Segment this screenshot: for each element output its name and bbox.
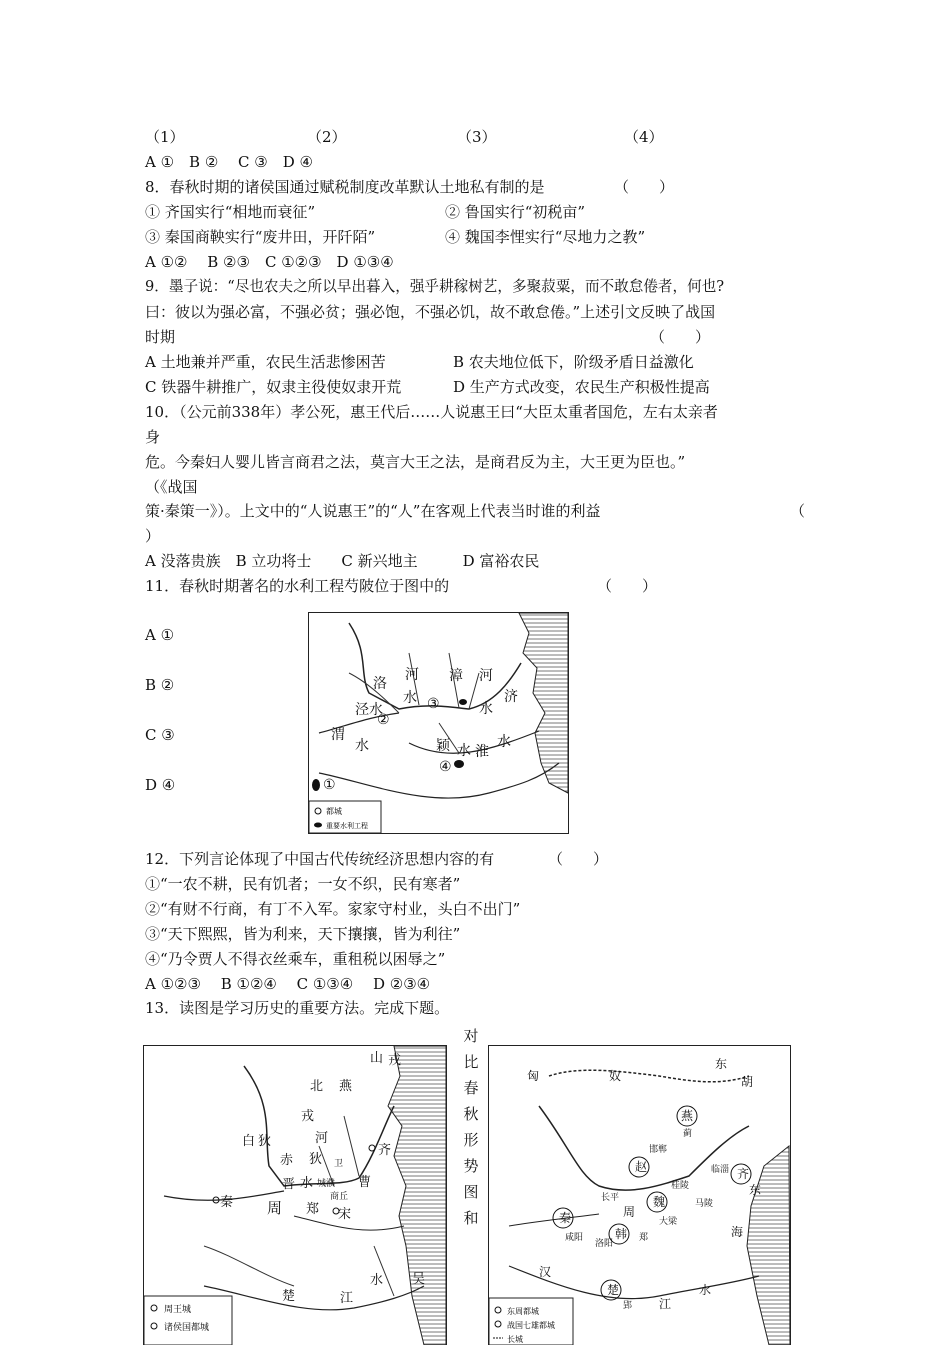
vertical-char: 图 bbox=[463, 1183, 479, 1201]
q8-item-2: ② 鲁国实行“初税亩” bbox=[445, 203, 586, 221]
map3-label: 楚 bbox=[607, 1283, 620, 1297]
map1-label: 水 bbox=[355, 738, 369, 754]
marker-4: ④ bbox=[439, 759, 452, 775]
q13-vertical-text bbox=[462, 1023, 480, 1231]
q12-answer-paren: （ ） bbox=[548, 850, 609, 868]
q12-item-1: ①“一农不耕，民有饥者；一女不织，民有寒者” bbox=[145, 875, 461, 893]
q11-map-graphic bbox=[309, 613, 568, 833]
map2-label: 山 bbox=[370, 1051, 384, 1066]
q11-option-c: C ③ bbox=[145, 726, 175, 744]
q13-stem: 13．读图是学习历史的重要方法。完成下题。 bbox=[145, 999, 450, 1017]
map2-label: 郑 bbox=[306, 1202, 320, 1217]
q8-options: A ①② B ②③ C ①②③ D ①③④ bbox=[145, 253, 394, 271]
q11-answer-paren: （ ） bbox=[597, 577, 658, 595]
legend-seven-states-capital: 战国七雄都城 bbox=[507, 1321, 555, 1330]
q9-line-3: 时期 bbox=[145, 328, 176, 346]
map2-label: 赤 bbox=[280, 1153, 294, 1168]
map2-label: 齐 bbox=[378, 1143, 392, 1158]
vertical-char: 对 bbox=[463, 1027, 479, 1045]
map3-label: 蓟 bbox=[683, 1129, 693, 1139]
map1-label: 济 bbox=[504, 689, 518, 705]
sea-area bbox=[519, 613, 568, 793]
q12-options: A ①②③ B ①②④ C ①③④ D ②③④ bbox=[145, 975, 431, 993]
map3-label: 东 bbox=[749, 1183, 762, 1197]
q9-option-d: D 生产方式改变，农民生产积极性提高 bbox=[453, 378, 710, 396]
legend-vassal-capital: 诸侯国都城 bbox=[164, 1323, 210, 1333]
warring-states-map-graphic bbox=[489, 1046, 790, 1345]
map1-label: 泾 bbox=[355, 702, 369, 718]
map3-label: 韩 bbox=[615, 1227, 628, 1241]
map3-label: 马陵 bbox=[695, 1199, 714, 1209]
map2-label: 水 bbox=[370, 1273, 384, 1288]
q10-line-1: 10．（公元前338年）孝公死，惠王代后……人说惠王曰“大臣太重者国危，左右太亲者 bbox=[145, 403, 718, 421]
legend-box bbox=[144, 1296, 232, 1345]
q12-item-3: ③“天下熙熙，皆为利来，天下攘攘，皆为利往” bbox=[145, 925, 461, 943]
map1-label: 水 bbox=[369, 702, 383, 718]
map3-label: 匈 bbox=[527, 1069, 540, 1083]
wei-river bbox=[509, 1214, 599, 1226]
map2-label: 河 bbox=[315, 1131, 329, 1146]
irrigation-site bbox=[459, 699, 467, 705]
map2-label: 戎 bbox=[388, 1053, 402, 1068]
map2-label: 城濮 bbox=[317, 1179, 336, 1189]
irrigation-site bbox=[312, 779, 320, 791]
q7-label-3: （3） bbox=[457, 128, 497, 146]
map2-label: 江 bbox=[340, 1291, 354, 1306]
sea-area bbox=[388, 1046, 446, 1345]
huai-river bbox=[409, 731, 539, 753]
map1-label: 河 bbox=[405, 667, 419, 683]
map3-label: 胡 bbox=[741, 1075, 754, 1089]
map3-label: 江 bbox=[659, 1297, 672, 1311]
q10-line-4: （《战国 bbox=[145, 478, 198, 496]
q9-option-c: C 铁器牛耕推广，奴隶主役使奴隶开荒 bbox=[145, 378, 402, 396]
map3-label: 郢 bbox=[623, 1301, 633, 1311]
vertical-char: 和 bbox=[463, 1209, 479, 1227]
map3-label: 水 bbox=[699, 1283, 712, 1297]
q10-paren-close: ） bbox=[145, 527, 161, 545]
map3-label: 郑 bbox=[639, 1233, 649, 1243]
q10-paren-open: （ bbox=[790, 502, 806, 520]
map2-label: 狄 bbox=[309, 1152, 323, 1167]
map2-label: 周 bbox=[267, 1199, 283, 1217]
map3-label: 临淄 bbox=[711, 1165, 730, 1175]
map1-label: 水 bbox=[457, 743, 471, 759]
map2-label: 狄 bbox=[258, 1134, 272, 1149]
q9-line-1: 9．墨子说：“尽也农夫之所以早出暮入，强乎耕稼树艺，多聚菽粟，而不敢怠倦者，何也? bbox=[145, 278, 725, 295]
map2-label: 戎 bbox=[301, 1109, 315, 1124]
q12-item-4: ④“乃令贾人不得衣丝乘车，重租税以困辱之” bbox=[145, 950, 446, 968]
legend-royal-city: 周王城 bbox=[164, 1305, 192, 1315]
spring-autumn-map-graphic bbox=[144, 1046, 446, 1345]
great-wall bbox=[549, 1070, 749, 1082]
map2-label: 商丘 bbox=[330, 1192, 349, 1202]
q8-item-4: ④ 魏国李悝实行“尽地力之教” bbox=[445, 228, 646, 246]
yellow-river bbox=[539, 1106, 749, 1190]
q11-option-b: B ② bbox=[145, 676, 175, 694]
q11-map bbox=[308, 612, 569, 834]
map3-label: 汉 bbox=[539, 1265, 552, 1279]
marker-2: ② bbox=[377, 712, 390, 728]
marker-1: ① bbox=[323, 777, 336, 793]
map1-label: 水 bbox=[479, 701, 493, 717]
map3-label: 大梁 bbox=[659, 1217, 678, 1227]
map3-label: 周 bbox=[623, 1205, 636, 1219]
q9-option-a: A 土地兼并严重，农民生活悲惨困苦 bbox=[145, 353, 386, 371]
map1-label: 水 bbox=[403, 690, 417, 706]
map2-label: 燕 bbox=[339, 1079, 353, 1094]
legend-eastern-zhou-capital: 东周都城 bbox=[507, 1307, 539, 1316]
map2-label: 曹 bbox=[358, 1175, 372, 1190]
q10-line-2: 身 bbox=[145, 428, 161, 446]
legend-capital: 都城 bbox=[326, 807, 342, 816]
map3-label: 赵 bbox=[635, 1160, 648, 1174]
map2-label: 水 bbox=[300, 1176, 314, 1191]
map2-label: 北 bbox=[310, 1079, 324, 1094]
q9-option-b: B 农夫地位低下，阶级矛盾日益激化 bbox=[453, 353, 694, 371]
q8-stem: 8．春秋时期的诸侯国通过赋税制度改革默认土地私有制的是 bbox=[145, 178, 545, 196]
map2-label: 楚 bbox=[282, 1289, 296, 1304]
vertical-char: 形 bbox=[463, 1131, 479, 1149]
map3-label: 东 bbox=[715, 1057, 728, 1071]
warring-states-map bbox=[488, 1045, 791, 1345]
map3-label: 魏 bbox=[653, 1195, 666, 1209]
q11-option-a: A ① bbox=[145, 626, 175, 644]
map1-label: 水 bbox=[497, 734, 511, 750]
q11-option-d: D ④ bbox=[145, 776, 176, 794]
map2-label: 卫 bbox=[334, 1159, 344, 1169]
q7-options: A ① B ② C ③ D ④ bbox=[145, 153, 313, 171]
q11-stem: 11．春秋时期著名的水利工程芍陂位于图中的 bbox=[145, 577, 450, 595]
vertical-char: 春 bbox=[463, 1079, 479, 1097]
map2-label: 宋 bbox=[338, 1207, 352, 1222]
vertical-char: 势 bbox=[463, 1157, 479, 1175]
q8-answer-paren: （ ） bbox=[614, 178, 675, 196]
vertical-char: 秋 bbox=[463, 1105, 479, 1123]
q9-answer-paren: （ ） bbox=[650, 328, 711, 346]
q7-label-4: （4） bbox=[624, 128, 664, 146]
map2-label: 秦 bbox=[220, 1195, 234, 1210]
marker-3: ③ bbox=[427, 696, 440, 712]
map2-label: 吴 bbox=[412, 1272, 426, 1287]
vertical-char: 比 bbox=[463, 1053, 479, 1071]
spring-autumn-map bbox=[143, 1045, 447, 1345]
map1-label: 淮 bbox=[475, 744, 489, 760]
map3-label: 秦 bbox=[559, 1211, 572, 1225]
q7-label-2: （2） bbox=[307, 128, 347, 146]
map1-label: 漳 bbox=[449, 668, 463, 684]
q10-line-5: 策·秦策一》）。上文中的“人说惠王”的“人”在客观上代表当时谁的利益 bbox=[145, 502, 601, 520]
q10-options: A 没落贵族 B 立功将士 C 新兴地主 D 富裕农民 bbox=[145, 552, 540, 570]
irrigation-site bbox=[454, 760, 464, 768]
map3-label: 邯郸 bbox=[649, 1145, 668, 1155]
q7-label-1: （1） bbox=[145, 128, 185, 146]
q8-item-3: ③ 秦国商鞅实行“废井田，开阡陌” bbox=[145, 228, 376, 246]
map1-label: 渭 bbox=[331, 727, 345, 743]
map3-label: 燕 bbox=[681, 1109, 694, 1123]
q9-line-2: 曰：彼以为强必富，不强必贫；强必饱，不强必饥，故不敢怠倦。”上述引文反映了战国 bbox=[145, 303, 716, 321]
legend-great-wall: 长城 bbox=[507, 1335, 523, 1344]
map1-label: 洛 bbox=[373, 676, 387, 692]
legend-water-project: 重要水利工程 bbox=[326, 822, 368, 830]
map1-label: 颖 bbox=[436, 738, 450, 754]
q8-item-1: ① 齐国实行“相地而衰征” bbox=[145, 203, 316, 221]
sea-area bbox=[747, 1146, 790, 1345]
q10-line-3: 危。今秦妇人婴儿皆言商君之法，莫言大王之法，是商君反为主，大王更为臣也。” bbox=[145, 453, 686, 471]
map3-label: 咸阳 bbox=[565, 1233, 584, 1243]
map3-label: 海 bbox=[731, 1225, 744, 1239]
map3-label: 洛阳 bbox=[595, 1239, 614, 1249]
map1-label: 河 bbox=[479, 668, 493, 684]
map3-label: 奴 bbox=[609, 1069, 622, 1083]
q12-item-2: ②“有财不行商，有丁不入军。家家守村业，头白不出门” bbox=[145, 900, 521, 918]
map3-label: 齐 bbox=[737, 1167, 750, 1181]
map2-label: 白 bbox=[242, 1134, 256, 1149]
map3-label: 桂陵 bbox=[671, 1181, 690, 1191]
q12-stem: 12．下列言论体现了中国古代传统经济思想内容的有 bbox=[145, 850, 495, 868]
map3-label: 长平 bbox=[601, 1193, 620, 1203]
map2-label: 晋 bbox=[282, 1177, 296, 1192]
